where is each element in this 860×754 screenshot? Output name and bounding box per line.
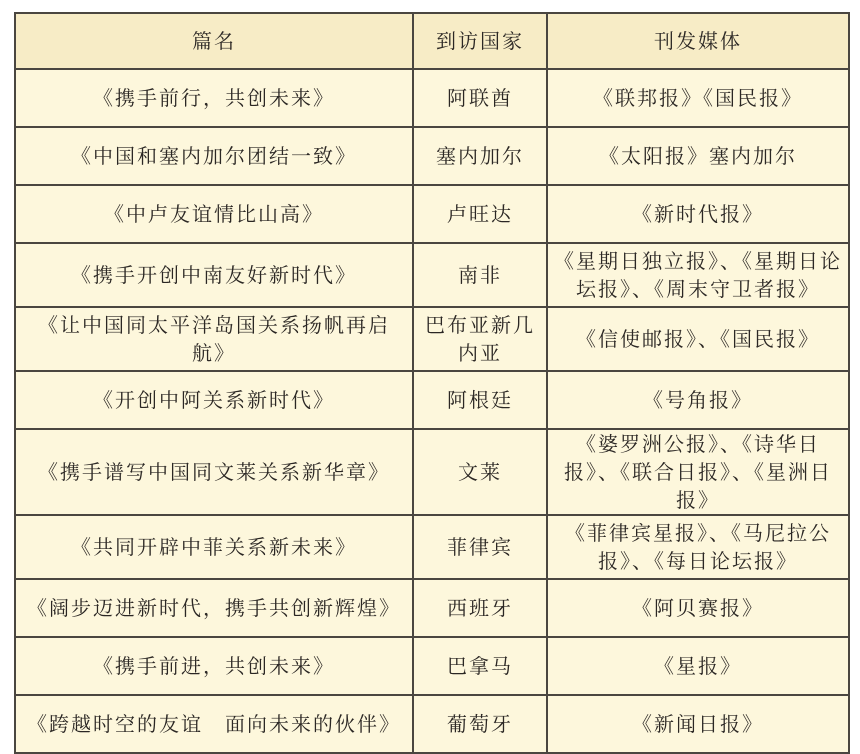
table-row bbox=[15, 243, 849, 307]
cell-title: 《中国和塞内加尔团结一致》 bbox=[15, 127, 413, 185]
header-media: 刊发媒体 bbox=[547, 13, 849, 69]
cell-title: 《携手前行，共创未来》 bbox=[15, 69, 413, 127]
table-row bbox=[15, 515, 849, 579]
cell-title: 《共同开辟中菲关系新未来》 bbox=[15, 515, 413, 579]
cell-country: 葡萄牙 bbox=[413, 695, 547, 753]
cell-media: 《太阳报》塞内加尔 bbox=[547, 127, 849, 185]
cell-title: 《跨越时空的友谊 面向未来的伙伴》 bbox=[15, 695, 413, 753]
cell-country: 南非 bbox=[413, 243, 547, 307]
cell-title: 《携手开创中南友好新时代》 bbox=[15, 243, 413, 307]
cell-country: 卢旺达 bbox=[413, 185, 547, 243]
table-row bbox=[15, 69, 849, 127]
table-row bbox=[15, 127, 849, 185]
cell-media: 《新闻日报》 bbox=[547, 695, 849, 753]
article-table bbox=[14, 12, 850, 754]
cell-media: 《菲律宾星报》、《马尼拉公报》、《每日论坛报》 bbox=[547, 515, 849, 579]
cell-country: 巴布亚新几内亚 bbox=[413, 307, 547, 371]
cell-country: 阿联酋 bbox=[413, 69, 547, 127]
cell-media: 《星期日独立报》、《星期日论坛报》、《周末守卫者报》 bbox=[547, 243, 849, 307]
cell-media: 《信使邮报》、《国民报》 bbox=[547, 307, 849, 371]
header-title: 篇名 bbox=[15, 13, 413, 69]
cell-country: 塞内加尔 bbox=[413, 127, 547, 185]
cell-media: 《星报》 bbox=[547, 637, 849, 695]
table-row bbox=[15, 637, 849, 695]
cell-media: 《婆罗洲公报》、《诗华日报》、《联合日报》、《星洲日报》 bbox=[547, 429, 849, 515]
table-row bbox=[15, 371, 849, 429]
table-row bbox=[15, 185, 849, 243]
cell-media: 《联邦报》《国民报》 bbox=[547, 69, 849, 127]
cell-title: 《携手谱写中国同文莱关系新华章》 bbox=[15, 429, 413, 515]
header-country: 到访国家 bbox=[413, 13, 547, 69]
cell-country: 阿根廷 bbox=[413, 371, 547, 429]
table-header-row bbox=[15, 13, 849, 69]
cell-country: 巴拿马 bbox=[413, 637, 547, 695]
cell-media: 《号角报》 bbox=[547, 371, 849, 429]
cell-title: 《阔步迈进新时代，携手共创新辉煌》 bbox=[15, 579, 413, 637]
cell-title: 《中卢友谊情比山高》 bbox=[15, 185, 413, 243]
cell-title: 《开创中阿关系新时代》 bbox=[15, 371, 413, 429]
cell-media: 《新时代报》 bbox=[547, 185, 849, 243]
article-table-sheet bbox=[14, 12, 848, 736]
cell-country: 菲律宾 bbox=[413, 515, 547, 579]
cell-media: 《阿贝赛报》 bbox=[547, 579, 849, 637]
cell-country: 文莱 bbox=[413, 429, 547, 515]
table-row bbox=[15, 579, 849, 637]
table-row bbox=[15, 307, 849, 371]
cell-title: 《携手前进，共创未来》 bbox=[15, 637, 413, 695]
table-row bbox=[15, 429, 849, 515]
table-row bbox=[15, 695, 849, 753]
cell-title: 《让中国同太平洋岛国关系扬帆再启航》 bbox=[15, 307, 413, 371]
cell-country: 西班牙 bbox=[413, 579, 547, 637]
